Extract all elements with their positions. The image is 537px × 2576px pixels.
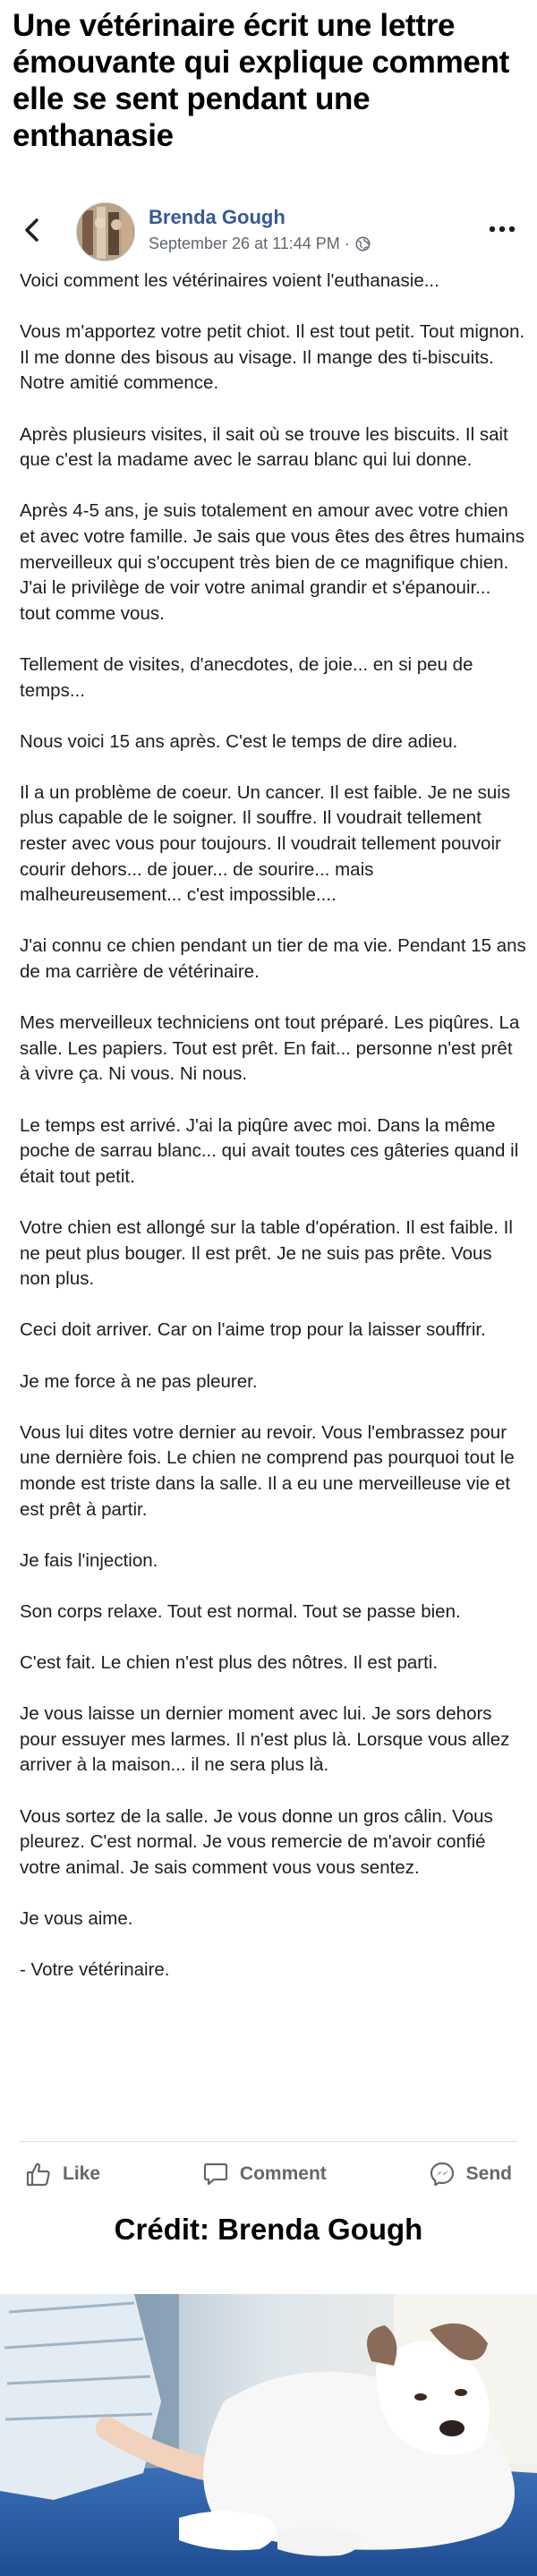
post-paragraph: Il a un problème de coeur. Un cancer. Il est faible. Je ne suis plus capable de le soigner. Il souffre. Il voudrait tellement rester avec vous pour toujours. Il voudrait tellement pouvoir courir dehors... de jouer... de sourire... mais malheureusement... c'est impossible.... (20, 781, 511, 906)
post-paragraph: Vous lui dites votre dernier au revoir. Vous l'embrassez pour une dernière fois. Le chien ne comprend pas pourquoi tout le monde est triste dans la salle. Il a eu une merveilleuse vie et est prêt à partir. (20, 1421, 515, 1520)
back-chevron-icon (23, 218, 39, 243)
dog-photo (0, 2294, 537, 2576)
comment-label: Comment (239, 2162, 327, 2184)
post-paragraph: J'ai connu ce chien pendant un tier de ma vie. Pendant 15 ans de ma carrière de vétérinaire. (20, 935, 526, 983)
post-paragraph: Nous voici 15 ans après. C'est le temps de dire adieu. (20, 730, 458, 752)
post-paragraph: Vous sortez de la salle. Je vous donne un gros câlin. Vous pleurez. C'est normal. Je vous remercie de m'avoir confié votre animal. Je sais comment vous vous sentez. (20, 1805, 493, 1878)
post-paragraph: Après plusieurs visites, il sait où se trouve les biscuits. Il sait que c'est la madame avec le sarrau blanc qui lui donne. (20, 423, 508, 471)
comment-bubble-icon (202, 2161, 229, 2188)
send-button[interactable] (429, 2161, 512, 2188)
post-action-bar (20, 2141, 517, 2205)
like-button[interactable] (25, 2161, 100, 2188)
more-options-button[interactable] (488, 220, 516, 238)
post-paragraph: Je me force à ne pas pleurer. (20, 1370, 258, 1392)
post-paragraph: Votre chien est allongé sur la table d'opération. Il est faible. Il ne peut plus bouger. Il est prêt. Je ne suis pas prête. Vous non plus. (20, 1216, 513, 1290)
post-header (0, 195, 537, 267)
post-paragraph: Vous m'apportez votre petit chiot. Il est tout petit. Tout mignon. Il me donne des bisous au visage. Il mange des ti-biscuits. Notre amitié commence. (20, 321, 525, 394)
post-paragraph: Voici comment les vétérinaires voient l'euthanasie... (20, 270, 439, 291)
post-timestamp[interactable] (149, 235, 371, 253)
post-paragraph: Tellement de visites, d'anecdotes, de joie... en si peu de temps... (20, 653, 473, 701)
back-button[interactable] (18, 215, 45, 245)
post-paragraph: Je fais l'injection. (20, 1549, 158, 1571)
post-paragraph: Je vous aime. (20, 1908, 133, 1929)
more-options-icon (489, 226, 516, 233)
post-date-text: September 26 at 11:44 PM · (149, 235, 350, 252)
avatar-image (77, 203, 135, 261)
globe-icon (355, 236, 371, 252)
photo-credit: Crédit: Brenda Gough (114, 2213, 423, 2246)
post-paragraph: Son corps relaxe. Tout est normal. Tout se passe bien. (20, 1600, 461, 1622)
post-paragraph: Ceci doit arriver. Car on l'aime trop pour la laisser souffrir. (20, 1319, 486, 1341)
post-paragraph: Mes merveilleux techniciens ont tout préparé. Les piqûres. La salle. Les papiers. Tout est prêt. En fait... personne n'est prêt à vivre ça. Ni vous. Ni nous. (20, 1012, 520, 1085)
send-label: Send (465, 2162, 512, 2184)
comment-button[interactable] (202, 2161, 327, 2188)
messenger-icon (429, 2161, 456, 2188)
like-label: Like (63, 2162, 101, 2184)
thumbs-up-icon (25, 2161, 52, 2188)
post-paragraph: - Votre vétérinaire. (20, 1959, 170, 1981)
post-paragraph: C'est fait. Le chien n'est plus des nôtres. Il est parti. (20, 1652, 439, 1674)
post-paragraph: Le temps est arrivé. J'ai la piqûre avec moi. Dans la même poche de sarrau blanc... qui avait toutes ces gâteries quand il était tout petit. (20, 1114, 519, 1187)
post-paragraph: Après 4-5 ans, je suis totalement en amour avec votre chien et avec votre famille. Je sais que vous êtes des êtres humains merveilleux qui s'occupent très bien de ce magnifique chien. J'ai le privilège de voir votre animal grandir et s'épanouir... tout comme vous. (20, 500, 525, 624)
post-body (20, 269, 526, 2009)
author-avatar[interactable] (76, 202, 135, 261)
post-paragraph: Je vous laisse un dernier moment avec lui. Je sors dehors pour essuyer mes larmes. Il n'est plus là. Lorsque vous allez arriver à la maison... il ne sera plus là. (20, 1703, 510, 1776)
article-headline: Une vétérinaire écrit une lettre émouvante qui explique comment elle se sent pendant une enthanasie (13, 8, 509, 153)
dog-on-table-illustration (0, 2294, 537, 2576)
author-name[interactable]: Brenda Gough (149, 206, 286, 228)
